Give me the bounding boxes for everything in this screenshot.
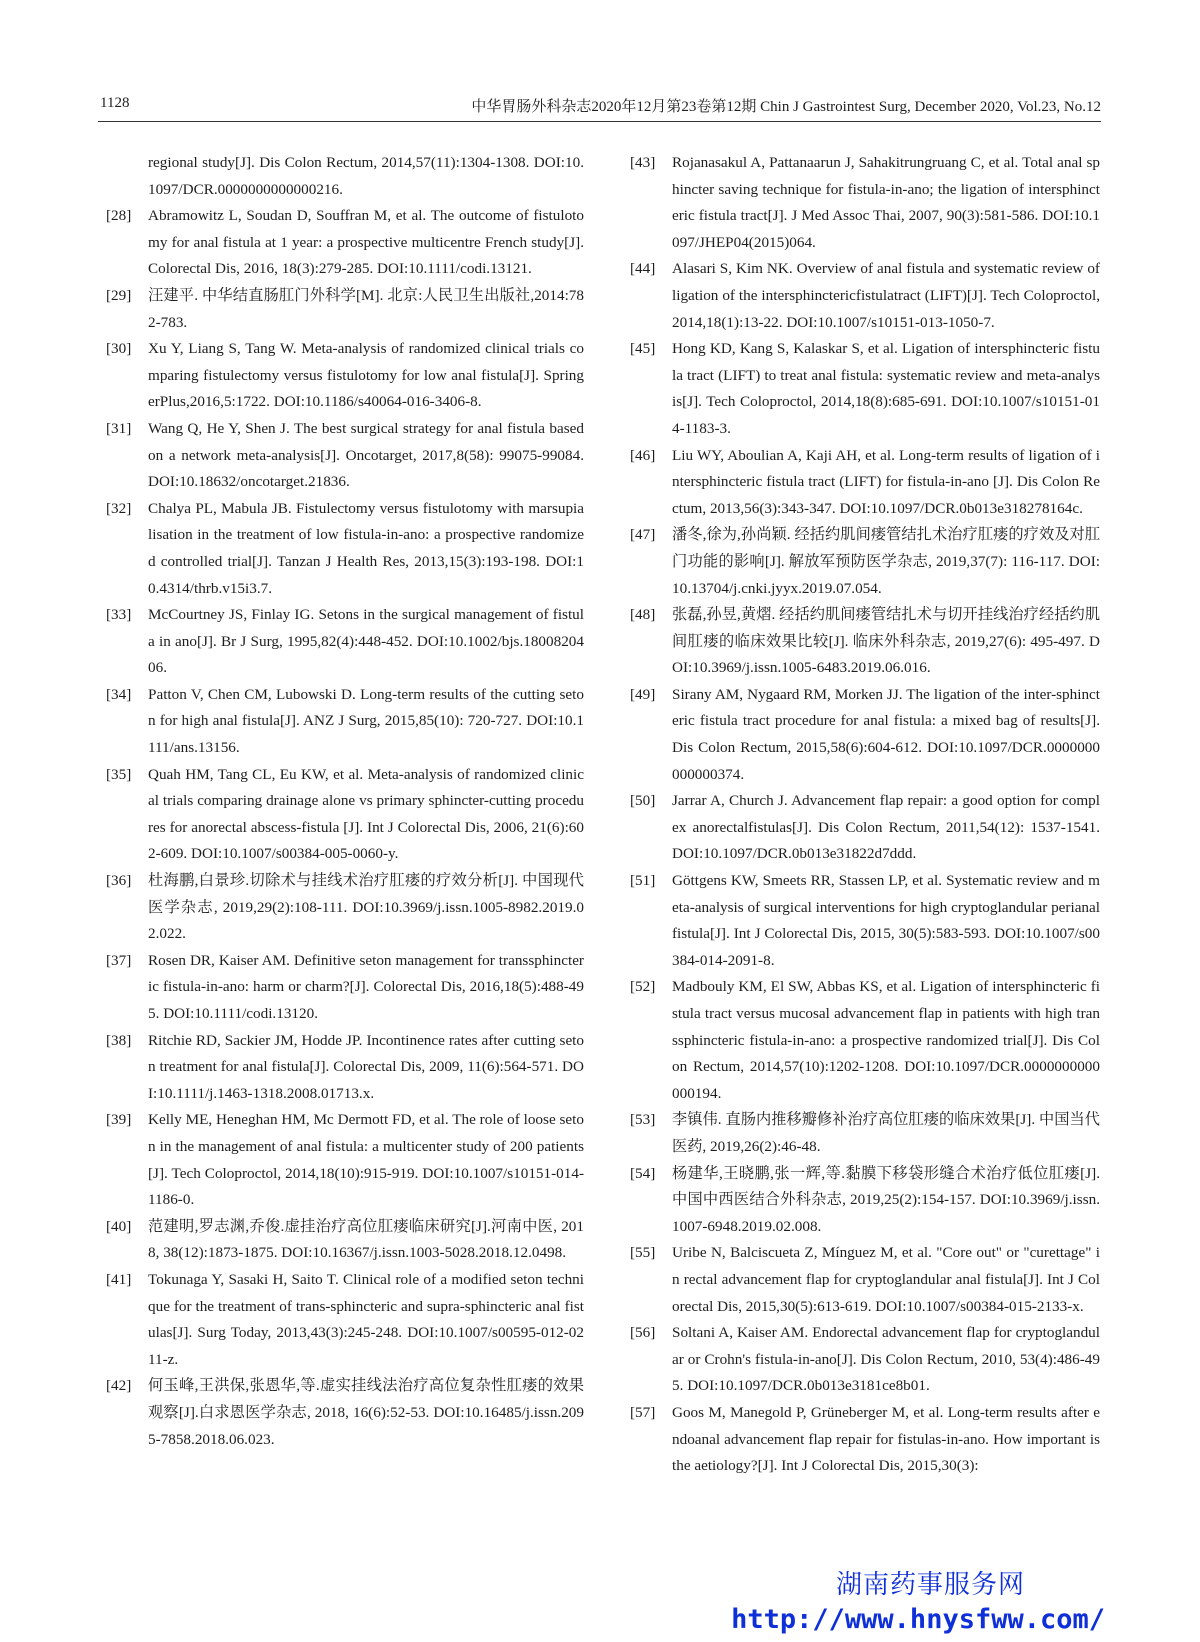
reference-number: [48]	[630, 606, 656, 624]
reference-entry	[98, 868, 584, 948]
journal-citation: 中华胃肠外科杂志2020年12月第23卷第12期 Chin J Gastrointest Surg, December 2020, Vol.23, No.12	[471, 99, 1101, 115]
reference-entry	[98, 602, 584, 682]
reference-entry	[622, 443, 1100, 523]
reference-entry	[622, 1107, 1100, 1160]
reference-text: Goos M, Manegold P, Grüneberger M, et al. Long-term results after endoanal advancement flap repair for fistulas-in-ano. How important is the aetiology?[J]. Int J Colorectal Dis, 2015,30(3):	[672, 1403, 1100, 1475]
reference-entry	[98, 1267, 584, 1373]
reference-text: Abramowitz L, Soudan D, Souffran M, et al. The outcome of fistulotomy for anal fistula at 1 year: a prospective multicentre French study[J]. Colorectal Dis, 2016, 18(3):279-285. DOI:10.1111/codi.13121.	[148, 207, 584, 278]
reference-entry	[622, 974, 1100, 1107]
reference-text: Uribe N, Balciscueta Z, Mínguez M, et al. "Core out" or "curettage" in rectal advancement flap for cryptoglandular anal fistula[J]. Int J Colorectal Dis, 2015,30(5):613-619. DOI:10.1007/s00384-015-2133-x.	[672, 1244, 1100, 1315]
reference-text: McCourtney JS, Finlay IG. Setons in the surgical management of fistula in ano[J]. Br J Surg, 1995,82(4):448-452. DOI:10.1002/bjs.1800820406.	[148, 606, 584, 677]
reference-text: Liu WY, Aboulian A, Kaji AH, et al. Long-term results of ligation of intersphincteric fistula tract (LIFT) for fistula-in-ano [J]. Dis Colon Rectum, 2013,56(3):343-347. DOI:10.1097/DCR.0b013e318278164c.	[672, 446, 1100, 517]
reference-entry	[622, 1320, 1100, 1400]
reference-number: [55]	[630, 1244, 656, 1262]
reference-text: Soltani A, Kaiser AM. Endorectal advancement flap for cryptoglandular or Crohn's fistula-in-ano[J]. Dis Colon Rectum, 2010, 53(4):486-495. DOI:10.1097/DCR.0b013e3181ce8b01.	[672, 1324, 1100, 1395]
reference-text: Tokunaga Y, Sasaki H, Saito T. Clinical role of a modified seton technique for the treatment of trans-sphincteric and supra-sphincteric anal fistulas[J]. Surg Today, 2013,43(3):245-248. DOI:10.1007/s00595-012-0211-z.	[148, 1270, 584, 1368]
reference-number: [29]	[106, 286, 132, 304]
reference-number: [42]	[106, 1377, 132, 1395]
reference-text: Quah HM, Tang CL, Eu KW, et al. Meta-analysis of randomized clinical trials comparing drainage alone vs primary sphincter-cutting procedures for anorectal abscess-fistula [J]. Int J Colorectal Dis, 2006, 21(6):602-609. DOI:10.1007/s00384-005-0060-y.	[148, 765, 584, 863]
reference-entry	[622, 522, 1100, 602]
reference-text: 杨建华,王晓鹏,张一辉,等.黏膜下移袋形缝合术治疗低位肛瘘[J].中国中西医结合外科杂志, 2019,25(2):154-157. DOI:10.3969/j.issn.1007-6948.2019.02.008.	[672, 1164, 1100, 1235]
reference-entry	[622, 256, 1100, 336]
reference-column-left	[98, 150, 584, 1453]
reference-number: [36]	[106, 872, 132, 890]
reference-number: [41]	[106, 1270, 132, 1288]
reference-text: Chalya PL, Mabula JB. Fistulectomy versus fistulotomy with marsupialisation in the treatment of low fistula-in-ano: a prospective randomized controlled trial[J]. Tanzan J Health Res, 2013,15(3):193-198. DOI:10.4314/thrb.v15i3.7.	[148, 499, 584, 597]
reference-number: [52]	[630, 978, 656, 996]
page-number: 1128	[100, 95, 130, 111]
reference-number: [56]	[630, 1324, 656, 1342]
reference-entry	[622, 868, 1100, 974]
reference-text: 范建明,罗志渊,乔俊.虚挂治疗高位肛瘘临床研究[J].河南中医, 2018, 38(12):1873-1875. DOI:10.16367/j.issn.1003-5028.2018.12.0498.	[148, 1217, 584, 1262]
reference-number: [33]	[106, 606, 132, 624]
reference-number: [57]	[630, 1403, 656, 1421]
reference-entry	[98, 150, 584, 203]
reference-text: 张磊,孙昱,黄熠. 经括约肌间瘘管结扎术与切开挂线治疗经括约肌间肛瘘的临床效果比较[J]. 临床外科杂志, 2019,27(6): 495-497. DOI:10.3969/j.issn.1005-6483.2019.06.016.	[672, 606, 1100, 677]
reference-number: [47]	[630, 526, 656, 544]
reference-entry	[98, 1373, 584, 1453]
reference-number: [32]	[106, 499, 132, 517]
reference-number: [49]	[630, 685, 656, 703]
reference-number: [28]	[106, 207, 132, 225]
running-header	[98, 95, 1101, 122]
reference-text: Göttgens KW, Smeets RR, Stassen LP, et al. Systematic review and meta-analysis of surgical interventions for high cryptoglandular perianal fistula[J]. Int J Colorectal Dis, 2015, 30(5):583-593. DOI:10.1007/s00384-014-2091-8.	[672, 872, 1100, 969]
watermark-site-name: 湖南药事服务网	[835, 1570, 1025, 1600]
reference-text: Alasari S, Kim NK. Overview of anal fistula and systematic review of ligation of the intersphinctericfistulatract (LIFT)[J]. Tech Coloproctol, 2014,18(1):13-22. DOI:10.1007/s10151-013-1050-7.	[672, 260, 1100, 331]
reference-number: [46]	[630, 446, 656, 464]
reference-number: [39]	[106, 1111, 132, 1129]
reference-entry	[98, 336, 584, 416]
reference-entry	[98, 283, 584, 336]
reference-text: Xu Y, Liang S, Tang W. Meta-analysis of randomized clinical trials comparing fistulectomy versus fistulotomy for low anal fistula[J]. SpringerPlus,2016,5:1722. DOI:10.1186/s40064-016-3406-8.	[148, 340, 584, 411]
reference-text: Ritchie RD, Sackier JM, Hodde JP. Incontinence rates after cutting seton treatment for anal fistula[J]. Colorectal Dis, 2009, 11(6):564-571. DOI:10.1111/j.1463-1318.2008.01713.x.	[148, 1031, 584, 1102]
reference-text: Rojanasakul A, Pattanaarun J, Sahakitrungruang C, et al. Total anal sphincter saving technique for fistula-in-ano; the ligation of intersphincteric fistula tract[J]. J Med Assoc Thai, 2007, 90(3):581-586. DOI:10.1097/JHEP04(2015)064.	[672, 154, 1100, 251]
reference-text: 杜海鹏,白景珍.切除术与挂线术治疗肛瘘的疗效分析[J]. 中国现代医学杂志, 2019,29(2):108-111. DOI:10.3969/j.issn.1005-8982.2019.02.022.	[148, 872, 584, 943]
reference-text: Madbouly KM, El SW, Abbas KS, et al. Ligation of intersphincteric fistula tract versus mucosal advancement flap in patients with high transsphincteric fistula-in-ano: a prospective randomized trial[J]. Dis Colon Rectum, 2014,57(10):1202-1208. DOI:10.1097/DCR.0000000000000194.	[672, 978, 1100, 1102]
reference-column-right	[622, 150, 1100, 1480]
reference-number: [38]	[106, 1031, 132, 1049]
reference-text: Sirany AM, Nygaard RM, Morken JJ. The ligation of the inter-sphincteric fistula tract procedure for anal fistula: a mixed bag of results[J]. Dis Colon Rectum, 2015,58(6):604-612. DOI:10.1097/DCR.0000000000000374.	[672, 685, 1100, 783]
reference-entry	[98, 762, 584, 868]
reference-text: regional study[J]. Dis Colon Rectum, 2014,57(11):1304-1308. DOI:10.1097/DCR.0000000000000216.	[148, 154, 584, 198]
reference-entry	[622, 336, 1100, 442]
reference-entry	[622, 682, 1100, 788]
reference-number: [44]	[630, 260, 656, 278]
reference-entry	[98, 203, 584, 283]
reference-number: [35]	[106, 765, 132, 783]
reference-number: [51]	[630, 872, 656, 890]
reference-text: 李镇伟. 直肠内推移瓣修补治疗高位肛瘘的临床效果[J]. 中国当代医药, 2019,26(2):46-48.	[672, 1111, 1100, 1155]
reference-number: [43]	[630, 154, 656, 171]
reference-number: [34]	[106, 685, 132, 703]
reference-entry	[622, 602, 1100, 682]
reference-entry	[98, 682, 584, 762]
reference-number: [37]	[106, 951, 132, 969]
reference-number: [30]	[106, 340, 132, 358]
reference-text: Patton V, Chen CM, Lubowski D. Long-term results of the cutting seton for high anal fistula[J]. ANZ J Surg, 2015,85(10): 720-727. DOI:10.1111/ans.13156.	[148, 685, 584, 757]
reference-number: [54]	[630, 1164, 656, 1182]
reference-number: [31]	[106, 419, 132, 437]
reference-text: 潘冬,徐为,孙尚颖. 经括约肌间瘘管结扎术治疗肛瘘的疗效及对肛门功能的影响[J]. 解放军预防医学杂志, 2019,37(7): 116-117. DOI:10.13704/j.cnki.jyyx.2019.07.054.	[672, 526, 1100, 597]
reference-entry	[622, 788, 1100, 868]
reference-entry	[622, 1400, 1100, 1480]
reference-number: [53]	[630, 1111, 656, 1129]
reference-entry	[98, 496, 584, 602]
reference-number: [50]	[630, 792, 656, 810]
reference-text: 何玉峰,王洪保,张恩华,等.虚实挂线法治疗高位复杂性肛瘘的效果观察[J].白求恩医学杂志, 2018, 16(6):52-53. DOI:10.16485/j.issn.2095-7858.2018.06.023.	[148, 1377, 584, 1448]
watermark-url[interactable]: http://www.hnysfww.com/	[731, 1604, 1105, 1635]
reference-text: 汪建平. 中华结直肠肛门外科学[M]. 北京:人民卫生出版社,2014:782-783.	[148, 286, 584, 331]
reference-entry	[98, 1107, 584, 1213]
reference-entry	[622, 1161, 1100, 1241]
reference-entry	[98, 1214, 584, 1267]
reference-text: Hong KD, Kang S, Kalaskar S, et al. Ligation of intersphincteric fistula tract (LIFT) to treat anal fistula: systematic review and meta-analysis[J]. Tech Coloproctol, 2014,18(8):685-691. DOI:10.1007/s10151-014-1183-3.	[672, 340, 1100, 437]
reference-number: [40]	[106, 1217, 132, 1235]
reference-entry	[622, 150, 1100, 256]
reference-text: Wang Q, He Y, Shen J. The best surgical strategy for anal fistula based on a network meta-analysis[J]. Oncotarget, 2017,8(58): 99075-99084. DOI:10.18632/oncotarget.21836.	[148, 419, 584, 491]
reference-text: Jarrar A, Church J. Advancement flap repair: a good option for complex anorectalfistulas[J]. Dis Colon Rectum, 2011,54(12): 1537-1541. DOI:10.1097/DCR.0b013e31822d7ddd.	[672, 792, 1100, 863]
reference-entry	[98, 948, 584, 1028]
reference-entry	[98, 1028, 584, 1108]
reference-text: Kelly ME, Heneghan HM, Mc Dermott FD, et al. The role of loose seton in the management of anal fistula: a multicenter study of 200 patients[J]. Tech Coloproctol, 2014,18(10):915-919. DOI:10.1007/s10151-014-1186-0.	[148, 1111, 584, 1209]
reference-entry	[622, 1240, 1100, 1320]
watermark	[731, 1568, 1105, 1638]
reference-text: Rosen DR, Kaiser AM. Definitive seton management for transsphincteric fistula-in-ano: harm or charm?[J]. Colorectal Dis, 2016,18(5):488-495. DOI:10.1111/codi.13120.	[148, 951, 584, 1022]
reference-number: [45]	[630, 340, 656, 358]
reference-entry	[98, 416, 584, 496]
